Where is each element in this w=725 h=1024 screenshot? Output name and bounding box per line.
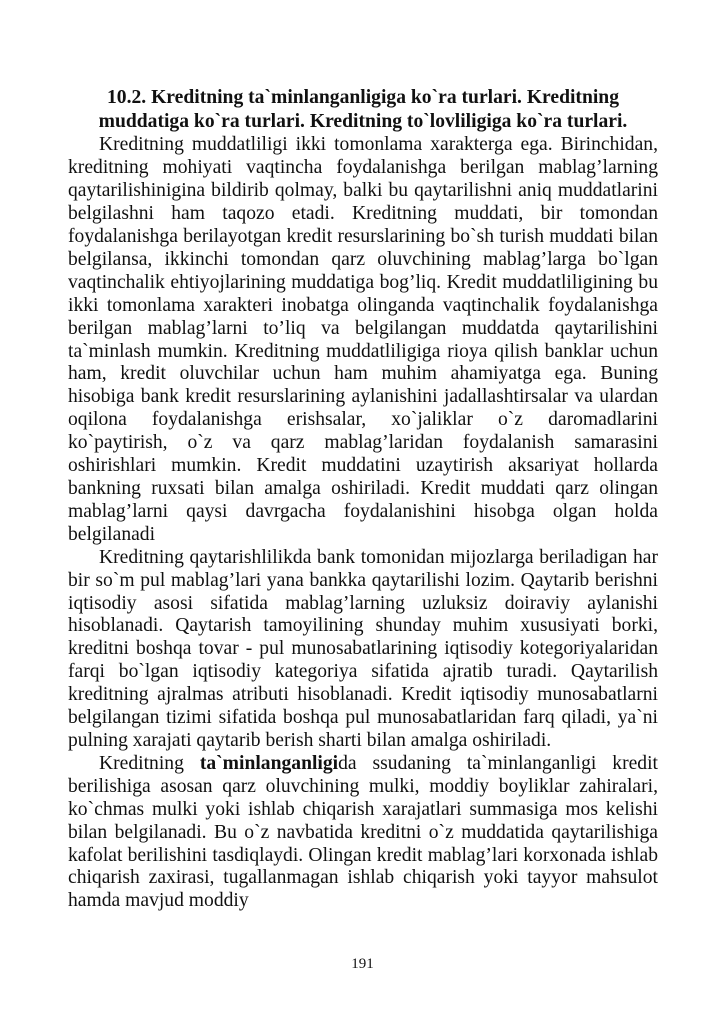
paragraph-security-bold-term: ta`minlanganligi [199,752,339,774]
section-heading-line-2: muddatiga ko`ra turlari. Kreditning to`lovliligiga ko`ra turlari. [98,111,628,133]
paragraph-security-lead: Kreditning [99,752,200,774]
section-heading-line-1: 10.2. Kreditning ta`minlanganligiga ko`ra turlari. Kreditning [106,87,619,108]
section-heading [68,86,658,134]
paragraph-security [68,753,658,913]
paragraph-repayment: Kreditning qaytarishlilikda bank tomonidan mijozlarga beriladigan har bir so`m pul mablag’lari yana bankka qaytarilishi lozim. Qaytarib berishni iqtisodiy asosi sifatida mablag’larning uzluksiz doiraviy aylanishi hisoblanadi. Qaytarish tamoyilining shunday muhim xususiyati borki, kreditni boshqa tovar - pul munosabatlarining iqtisodiy kotegoriyalaridan farqi bo`lgan iqtisodiy kategoriya sifatida ajratib turadi. Qaytarilish kreditning ajralmas atributi hisoblanadi. Kredit iqtisodiy munosabatlarni belgilangan tizimi sifatida boshqa pul munosabatlaridan farq qiladi, ya`ni pulning xarajati qaytarib berish sharti bilan amalga oshiriladi. [68,546,658,751]
document-page [68,86,658,913]
paragraph-security-body: da ssudaning ta`minlanganligi kredit berilishiga asosan qarz oluvchining mulki, moddiy boyliklar zahiralari, ko`chmas mulki yoki ishlab chiqarish xarajatlari summasiga mos kelishi bilan belgilanadi. Bu o`z navbatida kreditni o`z muddatida qaytarilishiga kafolat berilishini tasdiqlaydi. Olingan kredit mablag’lari korxonada ishlab chiqarish zaxirasi, tugallanmagan ishlab chiqarish yoki tayyor mahsulot hamda mavjud moddiy [68,752,658,912]
paragraph-term-maturity: Kreditning muddatliligi ikki tomonlama xarakterga ega. Birinchidan, kreditning mohiyati vaqtincha foydalanishga berilgan mablag’larning qaytarilishinigina bildirib qolmay, balki bu qaytarilishni aniq muddatlarini belgilashni ham taqozo etadi. Kreditning muddati, bir tomondan foydalanishga berilayotgan kredit resurslarining bo`sh turish muddati bilan belgilansa, ikkinchi tomondan qarz oluvchining mablag’larga bo`lgan vaqtinchalik ehtiyojlarining muddatiga bog’liq. Kredit muddatliligining bu ikki tomonlama xarakteri inobatga olinganda vaqtinchalik foydalanishga berilgan mablag’larni to’liq va belgilangan muddatda qaytarilishini ta`minlash mumkin. Kreditning muddatliligiga rioya qilish banklar uchun ham, kredit oluvchilar uchun ham muhim ahamiyatga ega. Buning hisobiga bank kredit resurslarining aylanishini jadallashtirsalar va ulardan oqilona foydalanishga erishsalar, xo`jaliklar o`z daromadlarini ko`paytirish, o`z va qarz mablag’laridan foydalanish samarasini oshirishlari mumkin. Kredit muddatini uzaytirish aksariyat hollarda bankning ruxsati bilan amalga oshiriladi. Kredit muddati qarz olingan mablag’larni qaysi davrgacha foydalanishini hisobga olgan holda belgilanadi [68,134,658,545]
page-number: 191 [351,956,374,972]
